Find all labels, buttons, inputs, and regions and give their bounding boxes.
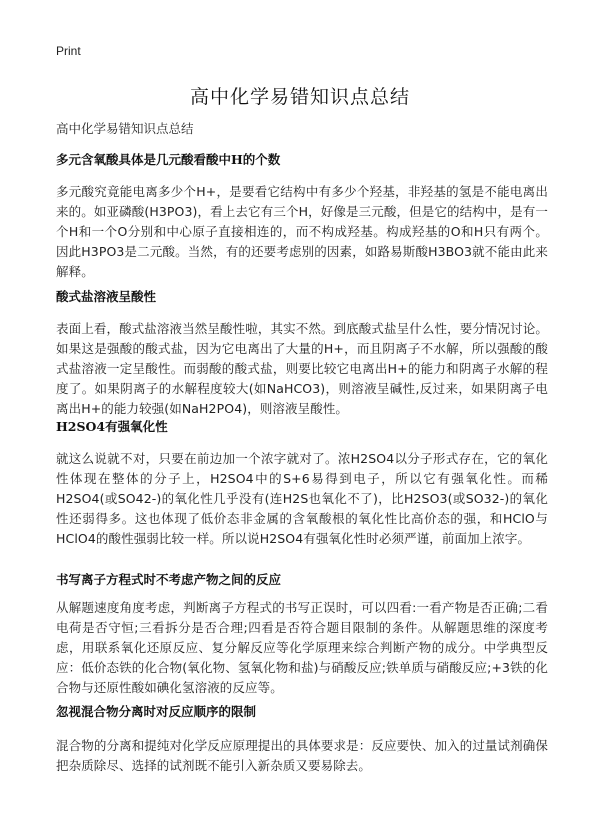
section-body: 表面上看，酸式盐溶液当然呈酸性啦，其实不然。到底酸式盐呈什么性，要分情况讨论。如果这是强酸的酸式盐，因为它电离出了大量的H+，而且阴离子不水解，所以强酸的酸式盐溶液一定呈酸性。而弱酸的酸式盐，则要比较它电离出H+的能力和阴离子水解的程度了。如果阴离子的水解程度较大(如NaHCO3)，则溶液呈碱性,反过来，如果阴离子电离出H+的能力较强(如NaH2PO4)，则溶液呈酸性。 — [56, 321, 548, 416]
section-heading: 书写离子方程式时不考虑产物之间的反应 — [56, 572, 282, 587]
section-body: 就这么说就不对，只要在前边加一个浓字就对了。浓H2SO4以分子形式存在，它的氧化性体现在整体的分子上，H2SO4中的S+6易得到电子，所以它有强氧化性。而稀H2SO4(或SO42-)的氧化性几乎没有(连H2S也氧化不了)，比H2SO3(或SO32-)的氧化性还弱得多。这也体现了低价态非金属的含氧酸根的氧化性比高价态的强，和HClO与HClO4的酸性强弱比较一样。所以说H2SO4有强氧化性时必须严谨，前面加上浓字。 — [56, 451, 548, 546]
section-heading: 忽视混合物分离时对反应顺序的限制 — [56, 704, 257, 719]
section-body: 从解题速度角度考虑，判断离子方程式的书写正误时，可以四看:一看产物是否正确;二看电荷是否守恒;三看拆分是否合理;四看是否符合题目限制的条件。从解题思维的深度考虑，用联系氧化还原反应、复分解反应等化学原理来综合判断产物的成分。中学典型反应：低价态铁的化合物(氧化物、氢氧化物和盐)与硝酸反应;铁单质与硝酸反应;+3铁的化合物与还原性酸如碘化氢溶液的反应等。 — [56, 600, 548, 695]
section-heading: 酸式盐溶液呈酸性 — [56, 289, 157, 304]
section-ionic-equations — [56, 571, 548, 698]
section-heading: 多元含氧酸具体是几元酸看酸中H的个数 — [56, 152, 281, 167]
section-acid-salts — [56, 288, 548, 419]
page-subtitle: 高中化学易错知识点总结 — [56, 121, 194, 136]
section-polyprotic-acids — [56, 151, 548, 282]
section-sulfuric-acid — [56, 418, 548, 549]
page-title: 高中化学易错知识点总结 — [189, 86, 410, 108]
print-label: Print — [56, 44, 81, 58]
section-heading: H2SO4有强氧化性 — [56, 419, 168, 434]
section-body: 多元酸究竟能电离多少个H+，是要看它结构中有多少个羟基，非羟基的氢是不能电离出来的。如亚磷酸(H3PO3)，看上去它有三个H，好像是三元酸，但是它的结构中，是有一个H和一个O分别和中心原子直接相连的，而不构成羟基。构成羟基的O和H只有两个。因此H3PO3是二元酸。当然，有的还要考虑别的因素，如路易斯酸H3BO3就不能由此来解释。 — [56, 184, 548, 279]
section-body: 混合物的分离和提纯对化学反应原理提出的具体要求是：反应要快、加入的过量试剂确保把杂质除尽、选择的试剂既不能引入新杂质又要易除去。 — [56, 738, 548, 773]
section-mixture-separation — [56, 703, 548, 776]
